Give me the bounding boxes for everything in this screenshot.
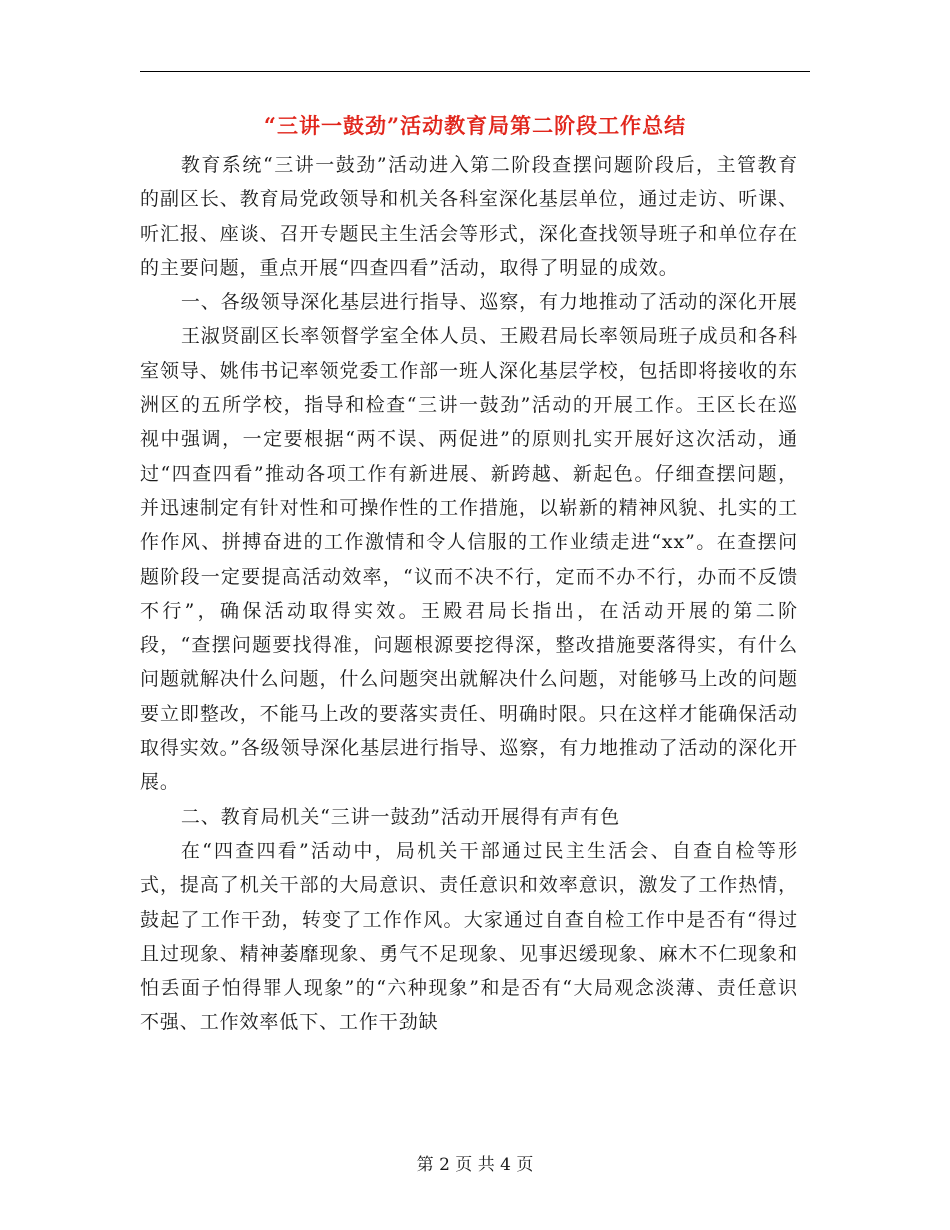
paragraph-intro: 教育系统“三讲一鼓劲”活动进入第二阶段查摆问题阶段后，主管教育的副区长、教育局党政领导和机关各科室深化基层单位，通过走访、听课、听汇报、座谈、召开专题民主生活会等形式，深化查找领导班子和单位存在的主要问题，重点开展“四查四看”活动，取得了明显的成效。 xyxy=(140,154,798,279)
document-body xyxy=(140,148,798,1040)
document-title: “三讲一鼓劲”活动教育局第二阶段工作总结 xyxy=(263,113,687,138)
paragraph-section-2: 在“四查四看”活动中，局机关干部通过民主生活会、自查自检等形式，提高了机关干部的大局意识、责任意识和效率意识，激发了工作热情，鼓起了工作干劲，转变了工作作风。大家通过自查自检工作中是否有“得过且过现象、精神萎靡现象、勇气不足现象、见事迟缓现象、麻木不仁现象和怕丢面子怕得罪人现象”的“六种现象”和是否有“大局观念淡薄、责任意识不强、工作效率低下、工作干劲缺 xyxy=(140,839,798,1034)
paragraph-section-1: 王淑贤副区长率领督学室全体人员、王殿君局长率领局班子成员和各科室领导、姚伟书记率领党委工作部一班人深化基层学校，包括即将接收的东洲区的五所学校，指导和检查“三讲一鼓劲”活动的开展工作。王区长在巡视中强调，一定要根据“两不误、两促进”的原则扎实开展好这次活动，通过“四查四看”推动各项工作有新进展、新跨越、新起色。仔细查摆问题，并迅速制定有针对性和可操作性的工作措施，以崭新的精神风貌、扎实的工作作风、拼搏奋进的工作激情和令人信服的工作业绩走进“xx”。在查摆问题阶段一定要提高活动效率，“议而不决不行，定而不办不行，办而不反馈不行”，确保活动取得实效。王殿君局长指出，在活动开展的第二阶段，“查摆问题要找得准，问题根源要挖得深，整改措施要落得实，有什么问题就解决什么问题，什么问题突出就解决什么问题，对能够马上改的问题要立即整改，不能马上改的要落实责任、明确时限。只在这样才能确保活动取得实效。”各级领导深化基层进行指导、巡察，有力地推动了活动的深化开展。 xyxy=(140,325,798,794)
section-heading-2: 二、教育局机关“三讲一鼓劲”活动开展得有声有色 xyxy=(180,805,620,828)
section-heading-1: 一、各级领导深化基层进行指导、巡察，有力地推动了活动的深化开展 xyxy=(180,291,798,314)
header-rule xyxy=(140,71,810,72)
page-number: 第 2 页 共 4 页 xyxy=(416,1155,534,1175)
